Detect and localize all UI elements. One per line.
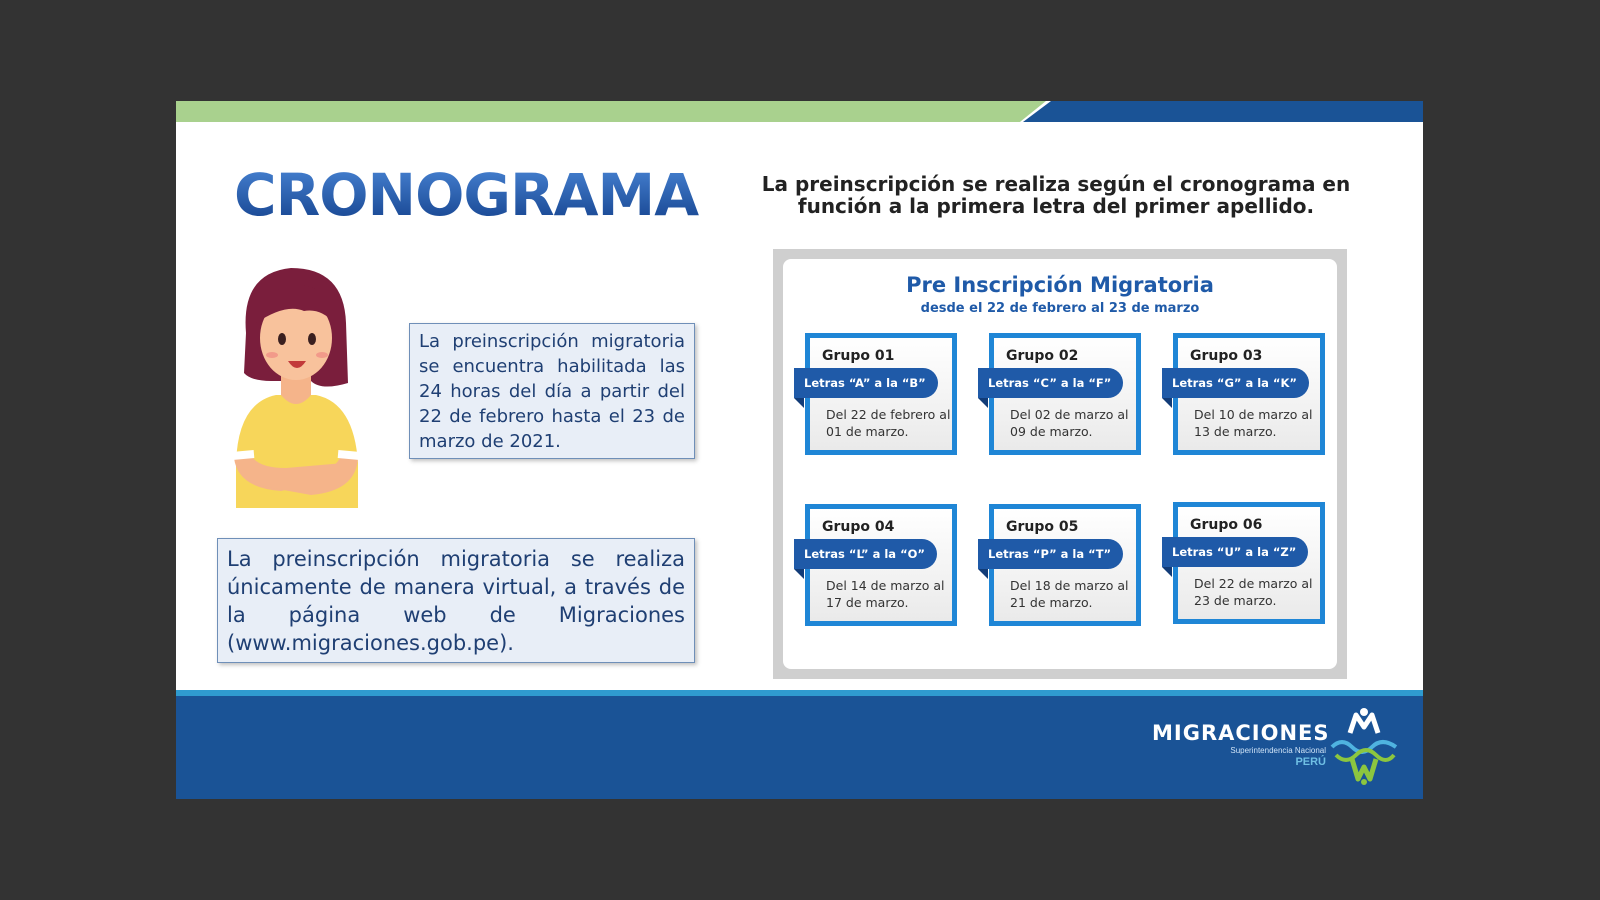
group-letters: Letras “U” a la “Z” — [1162, 537, 1308, 567]
group-letters: Letras “L” a la “O” — [794, 539, 937, 569]
top-accent-bar-blue — [1023, 101, 1423, 122]
group-card — [805, 504, 957, 626]
group-dates: Del 22 de febrero al 01 de marzo. — [826, 407, 951, 439]
logo-name: MIGRACIONES — [1152, 721, 1330, 745]
group-letters: Letras “A” a la “B” — [794, 368, 938, 398]
schedule-headline: La preinscripción se realiza según el cronograma en función a la primera letra del primer apellido. — [761, 172, 1351, 218]
group-name: Grupo 06 — [1190, 517, 1263, 533]
availability-note: La preinscripción migratoria se encuentra habilitada las 24 horas del día a partir del 22 de febrero hasta el 23 de marzo de 2021. — [409, 323, 695, 459]
group-letters: Letras “P” a la “T” — [978, 539, 1123, 569]
schedule-subtitle: desde el 22 de febrero al 23 de marzo — [920, 301, 1200, 316]
group-dates: Del 14 de marzo al 17 de marzo. — [826, 578, 945, 610]
group-card — [805, 333, 957, 455]
group-name: Grupo 02 — [1006, 348, 1079, 364]
group-card — [989, 333, 1141, 455]
group-card — [1173, 502, 1325, 624]
schedule-panel — [773, 249, 1347, 679]
group-card — [1173, 333, 1325, 455]
group-dates: Del 18 de marzo al 21 de marzo. — [1010, 578, 1129, 610]
woman-illustration-icon — [226, 263, 366, 515]
logo-country: PERÚ — [1295, 756, 1326, 768]
group-letters: Letras “G” a la “K” — [1162, 368, 1309, 398]
group-dates: Del 10 de marzo al 13 de marzo. — [1194, 407, 1313, 439]
group-card — [989, 504, 1141, 626]
group-dates: Del 02 de marzo al 09 de marzo. — [1010, 407, 1129, 439]
group-dates: Del 22 de marzo al 23 de marzo. — [1194, 576, 1313, 608]
group-letters: Letras “C” a la “F” — [978, 368, 1123, 398]
slide — [176, 101, 1423, 799]
schedule-title: Pre Inscripción Migratoria — [906, 273, 1214, 297]
migraciones-logo-icon — [1328, 707, 1400, 785]
virtual-note: La preinscripción migratoria se realiza únicamente de manera virtual, a través de la página web de Migraciones (www.migraciones.gob.pe). — [217, 538, 695, 663]
group-name: Grupo 05 — [1006, 519, 1079, 535]
group-name: Grupo 03 — [1190, 348, 1263, 364]
top-accent-bar-green — [176, 101, 1046, 122]
slide-title: CRONOGRAMA — [234, 161, 704, 229]
group-name: Grupo 01 — [822, 348, 895, 364]
logo-subtitle: Superintendencia Nacional — [1230, 746, 1326, 755]
group-name: Grupo 04 — [822, 519, 895, 535]
